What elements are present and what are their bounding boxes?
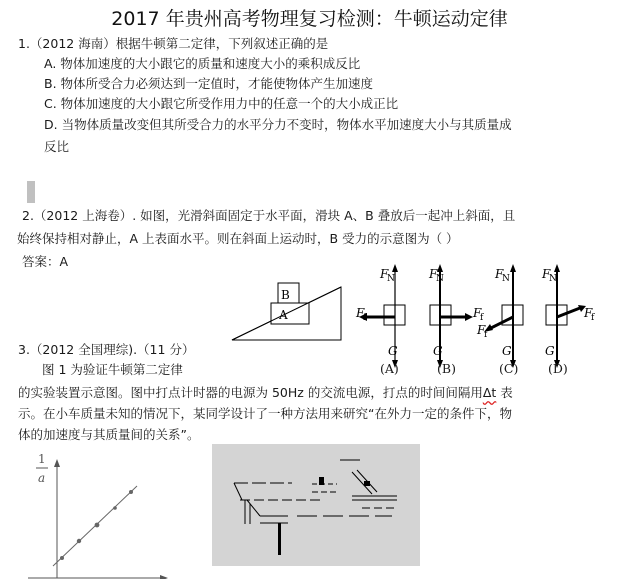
svg-text:N: N — [436, 274, 444, 284]
svg-text:1: 1 — [38, 452, 46, 466]
svg-text:f: f — [363, 313, 367, 323]
block-a — [271, 303, 309, 324]
svg-text:F: F — [477, 323, 486, 337]
svg-text:N: N — [502, 274, 510, 284]
option-label-c: (C) — [499, 361, 519, 376]
svg-text:F: F — [380, 267, 389, 281]
delta-t-symbol: Δt — [482, 385, 497, 400]
q1-option-c: C. 物体加速度的大小跟它所受作用力中的任意一个的大小成正比 — [44, 96, 399, 111]
inverse-acceleration-graph — [0, 445, 172, 579]
svg-text:G: G — [502, 344, 512, 358]
option-label-d: (D) — [548, 361, 568, 376]
q1-option-d: D. 当物体质量改变但其所受合力的水平分力不变时，物体水平加速度大小与其质量成 — [44, 117, 512, 132]
apparatus-figure — [212, 444, 420, 566]
force-diagram-d — [540, 262, 619, 377]
svg-text:f: f — [480, 313, 484, 323]
q1-stem: 1.（2012 海南）根据牛顿第二定律，下列叙述正确的是 — [18, 36, 329, 51]
q1-option-a: A. 物体加速度的大小跟它的质量和速度大小的乘积成反比 — [44, 56, 361, 71]
svg-text:G: G — [388, 344, 398, 358]
block-b-label: B — [281, 288, 290, 302]
q3-line4: 体的加速度与其质量间的关系”。 — [18, 427, 200, 442]
q1-option-d-continued: 反比 — [44, 139, 70, 154]
q2-stem-line1: 2.（2012 上海卷）. 如图，光滑斜面固定于水平面，滑块 A、B 叠放后一起冲上斜面，且 — [22, 208, 516, 223]
svg-text:F: F — [584, 306, 593, 320]
incline-figure — [225, 278, 350, 344]
page-title: 2017 年贵州高考物理复习检测：牛顿运动定律 — [111, 8, 508, 30]
q3-line1: 图 1 为验证牛顿第二定律 — [42, 362, 183, 377]
force-diagram-a — [355, 262, 411, 377]
svg-text:G: G — [433, 344, 443, 358]
svg-text:N: N — [387, 274, 395, 284]
q2-stem-line2: 始终保持相对静止，A 上表面水平。则在斜面上运动时，B 受力的示意图为（ ） — [17, 231, 459, 246]
svg-text:F: F — [495, 267, 504, 281]
q2-answer: 答案：A — [22, 254, 69, 269]
svg-text:a: a — [38, 471, 46, 485]
q3-line2: 的实验装置示意图。图中打点计时器的电源为 50Hz 的交流电源，打点的时间间隔用Δt 表 — [18, 385, 513, 400]
svg-text:F: F — [429, 267, 438, 281]
svg-text:G: G — [545, 344, 555, 358]
svg-text:f: f — [484, 330, 488, 340]
svg-text:f: f — [591, 313, 595, 323]
svg-text:F: F — [356, 306, 365, 320]
q3-stem: 3.（2012 全国理综).（11 分） — [18, 342, 195, 357]
apparatus-sketch — [212, 444, 420, 566]
q3-line3: 示。在小车质量未知的情况下，某同学设计了一种方法用来研究“在外力一定的条件下，物 — [18, 406, 512, 421]
svg-text:F: F — [473, 306, 482, 320]
text-cursor-bar — [27, 181, 35, 203]
svg-text:N: N — [549, 274, 557, 284]
block-a-label: A — [279, 308, 288, 322]
option-label-b: (B) — [437, 361, 456, 376]
svg-text:F: F — [542, 267, 551, 281]
option-label-a: (A) — [380, 361, 399, 376]
force-diagram-c — [475, 262, 535, 377]
q1-option-b: B. 物体所受合力必须达到一定值时，才能使物体产生加速度 — [44, 76, 374, 91]
